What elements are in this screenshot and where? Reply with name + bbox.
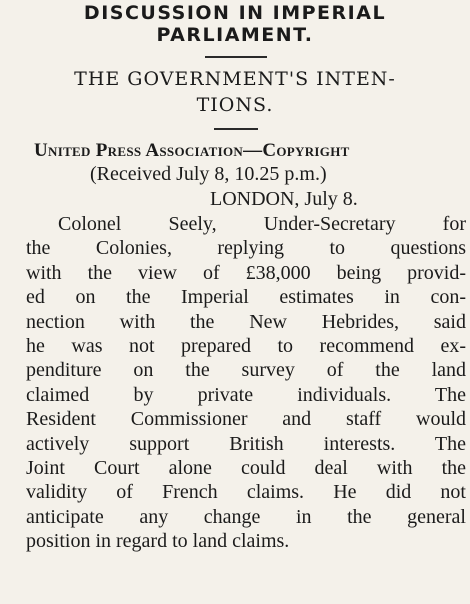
body-line: penditure on the survey of the land [26,359,466,382]
headline-line-2: PARLIAMENT. [156,24,314,46]
body-line: position in regard to land claims. [26,530,290,553]
subheadline-divider [214,128,258,130]
body-line: anticipate any change in the general [26,505,466,528]
subheadline-line-1: THE GOVERNMENT'S INTEN- [74,68,396,90]
body-line: actively support British interests. The [26,432,466,455]
headline-line-1: DISCUSSION IN IMPERIAL [83,2,387,24]
headline-divider [205,56,267,58]
body-line: the Colonies, replying to questions [26,237,466,260]
body-line: validity of French claims. He did not [26,481,466,504]
body-line: Resident Commissioner and staff would [26,408,466,431]
dateline: LONDON, July 8. [210,188,358,210]
body-line: with the view of £38,000 being provid- [26,261,466,284]
received-time: (Received July 8, 10.25 p.m.) [90,163,327,185]
body-line: he was not prepared to recommend ex- [26,335,466,358]
subheadline-line-2: TIONS. [196,94,274,116]
article-body [26,212,466,554]
press-credit: United Press Association—Copyright [34,140,350,161]
body-line: Joint Court alone could deal with the [26,457,466,480]
body-line: claimed by private individuals. The [26,383,466,406]
body-line: nection with the New Hebrides, said [26,310,466,333]
body-line: Colonel Seely, Under-Secretary for [58,213,466,235]
body-line: ed on the Imperial estimates in con- [26,286,466,309]
